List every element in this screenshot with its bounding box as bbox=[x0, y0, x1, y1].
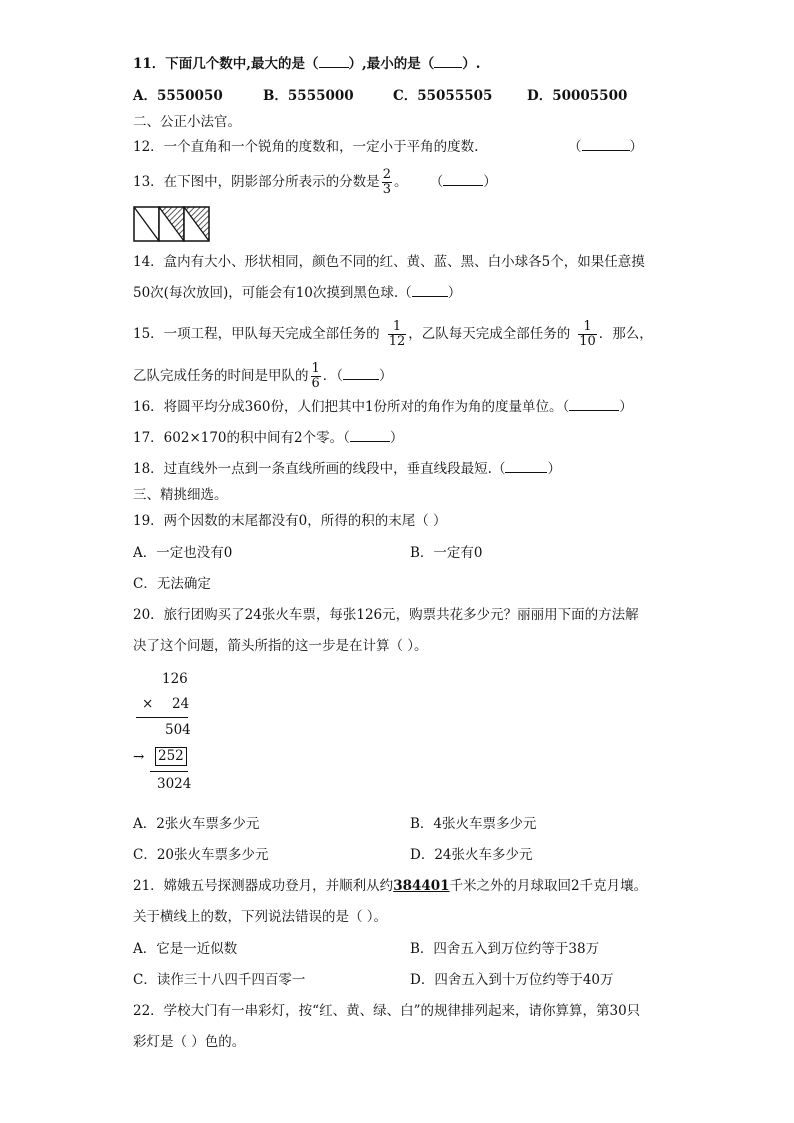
arrow-icon: → bbox=[133, 749, 145, 765]
answer-blank[interactable] bbox=[569, 398, 619, 411]
underlined-number: 384401 bbox=[393, 878, 450, 894]
option-a[interactable]: A．一定也没有0 bbox=[133, 545, 233, 561]
option-a[interactable]: A．2张火车票多少元 bbox=[133, 816, 260, 832]
fraction: $\frac{1}{10}$ bbox=[579, 319, 596, 349]
option-d[interactable]: D．50005500 bbox=[527, 88, 628, 104]
section-heading: 三、精挑细选。 bbox=[133, 487, 228, 503]
fraction: $\frac{1}{12}$ bbox=[388, 319, 406, 349]
answer-blank[interactable] bbox=[343, 367, 379, 380]
option-b[interactable]: B．5555000 bbox=[263, 88, 354, 104]
question-12: 12．一个直角和一个锐角的度数和，一定小于平角的度数. bbox=[133, 139, 479, 155]
option-a[interactable]: A．它是一近似数 bbox=[133, 941, 238, 957]
question-22-line-2: 彩灯是（ ）色的。 bbox=[133, 1034, 246, 1050]
multiplier: 24 bbox=[172, 696, 190, 712]
option-a[interactable]: A．5550050 bbox=[133, 88, 223, 104]
question-18: 18．过直线外一点到一条直线所画的线段中，垂直线段最短.（ ） bbox=[133, 461, 561, 477]
option-c[interactable]: C．20张火车票多少元 bbox=[133, 847, 269, 863]
question-15-line-2: 乙队完成任务的时间是甲队的 $\frac{1}{6}$ ．（ ） bbox=[133, 361, 393, 391]
option-b[interactable]: B．四舍五入到万位约等于38万 bbox=[410, 941, 600, 957]
answer-blank[interactable] bbox=[319, 55, 349, 68]
calc-divider bbox=[150, 771, 188, 772]
question-16: 16．将圆平均分成360份，人们把其中1份所对的角作为角的度量单位。（ ） bbox=[133, 399, 633, 415]
question-21-line-1: 21．嫦娥五号探测器成功登月，并顺利从约384401千米之外的月球取回2千克月壤。 bbox=[133, 878, 648, 894]
answer-blank[interactable] bbox=[350, 429, 390, 442]
answer-paren: （ ） bbox=[568, 139, 643, 155]
option-d[interactable]: D．24张火车多少元 bbox=[410, 847, 533, 863]
product: 3024 bbox=[157, 776, 192, 792]
option-c[interactable]: C．55055505 bbox=[393, 88, 493, 104]
partial-product-2: 252 bbox=[155, 747, 187, 766]
shaded-rectangle-figure bbox=[133, 206, 211, 242]
answer-blank[interactable] bbox=[443, 173, 483, 186]
option-b[interactable]: B．一定有0 bbox=[410, 545, 483, 561]
section-heading: 二、公正小法官。 bbox=[133, 114, 241, 130]
option-c[interactable]: C．读作三十八四千四百零一 bbox=[133, 972, 306, 988]
multiplicand: 126 bbox=[162, 671, 188, 687]
option-c[interactable]: C．无法确定 bbox=[133, 576, 211, 592]
option-b[interactable]: B．4张火车票多少元 bbox=[410, 816, 537, 832]
question-20-line-1: 20．旅行团购买了24张火车票，每张126元，购票共花多少元？丽丽用下面的方法解 bbox=[133, 607, 639, 623]
question-21-line-2: 关于横线上的数，下列说法错误的是（ ）。 bbox=[133, 909, 388, 925]
fraction: $\frac{2}{3}$ bbox=[382, 167, 391, 197]
calc-divider bbox=[136, 717, 188, 718]
answer-blank[interactable] bbox=[582, 138, 630, 151]
question-14-line-2: 50次(每次放回)，可能会有10次摸到黑色球.（ ） bbox=[133, 285, 462, 301]
question-15-line-1: 15．一项工程，甲队每天完成全部任务的 $\frac{1}{12}$ ，乙队每天完成全部任务的 $\frac{1}{10}$ ．那么， bbox=[133, 319, 653, 349]
question-11: 11．下面几个数中,最大的是（ ）,最小的是（ ）. bbox=[133, 56, 481, 72]
answer-blank[interactable] bbox=[412, 284, 448, 297]
answer-blank[interactable] bbox=[505, 460, 547, 473]
answer-blank[interactable] bbox=[434, 55, 462, 68]
question-20-line-2: 决了这个问题，箭头所指的这一步是在计算（ ）。 bbox=[133, 638, 428, 654]
question-17: 17．602×170的积中间有2个零。（ ） bbox=[133, 430, 404, 446]
fraction: $\frac{1}{6}$ bbox=[311, 361, 320, 391]
question-14-line-1: 14．盒内有大小、形状相同，颜色不同的红、黄、蓝、黑、白小球各5个，如果任意摸 bbox=[133, 254, 645, 270]
question-13: 13．在下图中，阴影部分所表示的分数是 $\frac{2}{3}$ 。 （ ） bbox=[133, 167, 497, 197]
option-d[interactable]: D．四舍五入到十万位约等于40万 bbox=[410, 972, 614, 988]
times-sign: × bbox=[142, 696, 154, 712]
question-22-line-1: 22．学校大门有一串彩灯，按“红、黄、绿、白”的规律排列起来，请你算算，第30只 bbox=[133, 1003, 641, 1019]
question-19: 19．两个因数的末尾都没有0，所得的积的末尾（ ） bbox=[133, 513, 447, 529]
partial-product-1: 504 bbox=[165, 722, 191, 738]
